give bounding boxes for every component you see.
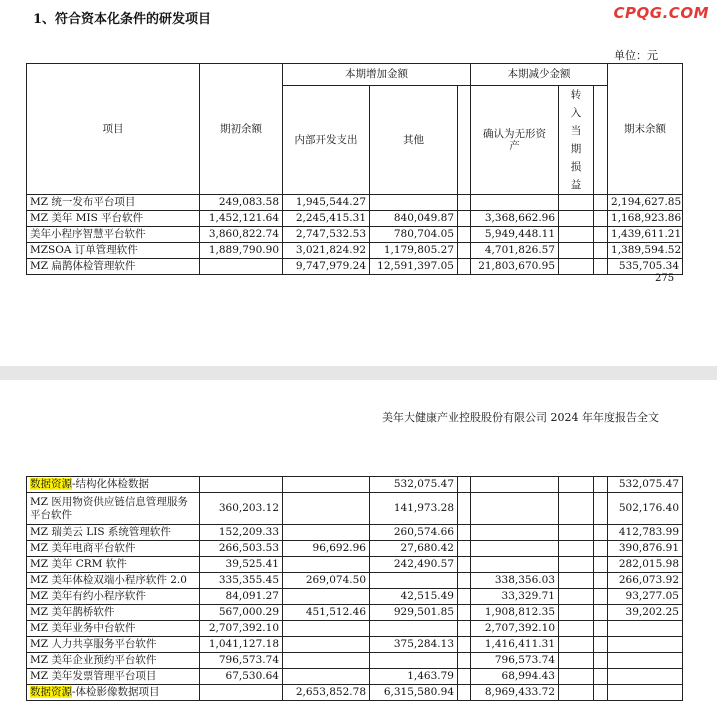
table-row — [27, 685, 683, 701]
recognized-intangible-cell — [471, 557, 559, 573]
blank-cell — [594, 211, 608, 227]
transfer-pl-cell — [559, 589, 594, 605]
header-transfer-pl: 转入当期损益 — [559, 86, 594, 195]
transfer-pl-cell — [559, 621, 594, 637]
opening-balance-cell — [200, 477, 283, 493]
page-number: 275 — [655, 273, 675, 284]
recognized-intangible-cell: 8,969,433.72 — [471, 685, 559, 701]
other-cell: 27,680.42 — [370, 541, 458, 557]
internal-dev-cell — [283, 621, 370, 637]
table-row — [27, 637, 683, 653]
project-name-text: MZ 美年 MIS 平台软件 — [30, 212, 144, 225]
other-cell: 260,574.66 — [370, 525, 458, 541]
recognized-intangible-cell: 796,573.74 — [471, 653, 559, 669]
recognized-intangible-cell: 5,949,448.11 — [471, 227, 559, 243]
blank-cell — [594, 243, 608, 259]
table-row — [27, 243, 683, 259]
recognized-intangible-cell: 21,803,670.95 — [471, 259, 559, 275]
project-name-text: MZ 美年鹊桥软件 — [30, 606, 115, 619]
blank-cell — [594, 637, 608, 653]
internal-dev-cell: 1,945,544.27 — [283, 195, 370, 211]
project-name-text: MZ 扁鹊体检管理软件 — [30, 260, 136, 273]
recognized-intangible-cell — [471, 541, 559, 557]
project-name-text: MZ 美年 CRM 软件 — [30, 558, 127, 571]
site-logo: CPQG.COM — [613, 4, 709, 22]
other-cell: 780,704.05 — [370, 227, 458, 243]
opening-balance-cell: 2,707,392.10 — [200, 621, 283, 637]
highlighted-term: 数据资源 — [30, 478, 72, 491]
project-name-text: MZ 瑞美云 LIS 系统管理软件 — [30, 526, 171, 539]
closing-balance-cell: 1,389,594.52 — [608, 243, 683, 259]
blank-cell — [458, 621, 471, 637]
table-row — [27, 195, 683, 211]
project-name-text: 美年小程序智慧平台软件 — [30, 228, 146, 241]
opening-balance-cell: 335,355.45 — [200, 573, 283, 589]
closing-balance-cell: 266,073.92 — [608, 573, 683, 589]
transfer-pl-cell — [559, 541, 594, 557]
header-increase-group: 本期增加金额 — [283, 64, 471, 86]
project-name-text: MZ 美年有约小程序软件 — [30, 590, 146, 603]
transfer-pl-cell — [559, 557, 594, 573]
internal-dev-cell: 2,747,532.53 — [283, 227, 370, 243]
internal-dev-cell: 9,747,979.24 — [283, 259, 370, 275]
closing-balance-cell: 39,202.25 — [608, 605, 683, 621]
section-title: 1、符合资本化条件的研发项目 — [33, 12, 212, 27]
project-name-text: MZ 人力共享服务平台软件 — [30, 638, 157, 651]
other-cell — [370, 195, 458, 211]
transfer-pl-cell — [559, 605, 594, 621]
project-name — [27, 637, 200, 653]
transfer-pl-cell — [559, 227, 594, 243]
table-row — [27, 259, 683, 275]
other-cell — [370, 653, 458, 669]
opening-balance-cell: 84,091.27 — [200, 589, 283, 605]
recognized-intangible-cell: 68,994.43 — [471, 669, 559, 685]
blank-cell — [458, 211, 471, 227]
header-decrease-group: 本期减少金额 — [471, 64, 608, 86]
other-cell: 42,515.49 — [370, 589, 458, 605]
header-project: 项目 — [27, 64, 200, 195]
blank-cell — [458, 685, 471, 701]
blank-cell — [594, 589, 608, 605]
transfer-pl-cell — [559, 637, 594, 653]
internal-dev-cell — [283, 557, 370, 573]
blank-cell — [458, 605, 471, 621]
project-name — [27, 685, 200, 701]
other-cell: 242,490.57 — [370, 557, 458, 573]
blank-cell — [458, 243, 471, 259]
rd-projects-table-part1 — [26, 63, 683, 275]
blank-cell — [458, 589, 471, 605]
opening-balance-cell: 152,209.33 — [200, 525, 283, 541]
internal-dev-cell — [283, 669, 370, 685]
transfer-pl-cell — [559, 669, 594, 685]
table-row — [27, 541, 683, 557]
table-row — [27, 525, 683, 541]
project-name — [27, 243, 200, 259]
blank-cell — [594, 653, 608, 669]
blank-cell — [594, 573, 608, 589]
blank-cell — [458, 525, 471, 541]
project-name-text: MZ 医用物资供应链信息管理服务平台软件 — [30, 496, 188, 521]
header-internal-dev: 内部开发支出 — [283, 86, 370, 195]
transfer-pl-cell — [559, 243, 594, 259]
closing-balance-cell: 1,439,611.21 — [608, 227, 683, 243]
blank-cell — [458, 259, 471, 275]
other-cell: 532,075.47 — [370, 477, 458, 493]
internal-dev-cell — [283, 637, 370, 653]
internal-dev-cell — [283, 493, 370, 525]
project-name-text: MZ 美年发票管理平台项目 — [30, 670, 157, 683]
opening-balance-cell: 266,503.53 — [200, 541, 283, 557]
recognized-intangible-cell: 4,701,826.57 — [471, 243, 559, 259]
table-row — [27, 621, 683, 637]
closing-balance-cell: 2,194,627.85 — [608, 195, 683, 211]
table-row — [27, 477, 683, 493]
project-name — [27, 605, 200, 621]
project-name — [27, 211, 200, 227]
project-name — [27, 525, 200, 541]
blank-cell — [458, 557, 471, 573]
transfer-pl-cell — [559, 211, 594, 227]
recognized-intangible-cell — [471, 493, 559, 525]
project-name — [27, 669, 200, 685]
blank-cell — [458, 637, 471, 653]
header-opening-balance: 期初余额 — [200, 64, 283, 195]
other-cell — [370, 621, 458, 637]
page-divider — [0, 366, 717, 380]
project-name-text: -结构化体检数据 — [72, 478, 150, 491]
table-row — [27, 493, 683, 525]
opening-balance-cell: 567,000.29 — [200, 605, 283, 621]
project-name — [27, 493, 200, 525]
internal-dev-cell: 3,021,824.92 — [283, 243, 370, 259]
closing-balance-cell — [608, 653, 683, 669]
blank-cell — [458, 195, 471, 211]
blank-cell — [594, 493, 608, 525]
blank-cell — [594, 195, 608, 211]
project-name — [27, 653, 200, 669]
transfer-pl-cell — [559, 259, 594, 275]
project-name-text: -体检影像数据项目 — [72, 686, 160, 699]
closing-balance-cell — [608, 685, 683, 701]
highlighted-term: 数据资源 — [30, 686, 72, 699]
transfer-pl-cell — [559, 685, 594, 701]
other-cell: 12,591,397.05 — [370, 259, 458, 275]
internal-dev-cell: 96,692.96 — [283, 541, 370, 557]
blank-cell — [594, 477, 608, 493]
blank-cell — [458, 669, 471, 685]
closing-balance-cell: 1,168,923.86 — [608, 211, 683, 227]
header-blank-2 — [594, 86, 608, 195]
blank-cell — [594, 541, 608, 557]
blank-cell — [594, 557, 608, 573]
report-page-lower — [0, 380, 717, 720]
blank-cell — [594, 621, 608, 637]
project-name — [27, 573, 200, 589]
closing-balance-cell — [608, 621, 683, 637]
project-name — [27, 557, 200, 573]
blank-cell — [458, 227, 471, 243]
opening-balance-cell — [200, 259, 283, 275]
other-cell: 141,973.28 — [370, 493, 458, 525]
internal-dev-cell: 2,653,852.78 — [283, 685, 370, 701]
unit-label: 单位：元 — [614, 49, 658, 62]
table-row — [27, 653, 683, 669]
internal-dev-cell: 269,074.50 — [283, 573, 370, 589]
opening-balance-cell: 1,452,121.64 — [200, 211, 283, 227]
project-name-text: MZ 统一发布平台项目 — [30, 196, 136, 209]
blank-cell — [594, 605, 608, 621]
opening-balance-cell: 1,889,790.90 — [200, 243, 283, 259]
header-other: 其他 — [370, 86, 458, 195]
project-name — [27, 259, 200, 275]
project-name-text: MZSOA 订单管理软件 — [30, 244, 138, 257]
recognized-intangible-cell: 2,707,392.10 — [471, 621, 559, 637]
closing-balance-cell: 282,015.98 — [608, 557, 683, 573]
project-name-text: MZ 美年体检双端小程序软件 2.0 — [30, 574, 187, 587]
table-row — [27, 211, 683, 227]
recognized-intangible-cell — [471, 477, 559, 493]
recognized-intangible-cell: 338,356.03 — [471, 573, 559, 589]
blank-cell — [458, 477, 471, 493]
table-row — [27, 557, 683, 573]
blank-cell — [594, 525, 608, 541]
opening-balance-cell: 67,530.64 — [200, 669, 283, 685]
opening-balance-cell: 360,203.12 — [200, 493, 283, 525]
recognized-intangible-cell: 1,908,812.35 — [471, 605, 559, 621]
closing-balance-cell: 93,277.05 — [608, 589, 683, 605]
blank-cell — [594, 685, 608, 701]
transfer-pl-cell — [559, 477, 594, 493]
recognized-intangible-cell: 3,368,662.96 — [471, 211, 559, 227]
blank-cell — [458, 653, 471, 669]
blank-cell — [594, 259, 608, 275]
rd-projects-table-part2 — [26, 476, 683, 701]
opening-balance-cell: 249,083.58 — [200, 195, 283, 211]
header-closing-balance: 期末余额 — [608, 64, 683, 195]
recognized-intangible-cell: 33,329.71 — [471, 589, 559, 605]
table-row — [27, 589, 683, 605]
other-cell — [370, 573, 458, 589]
table-row — [27, 669, 683, 685]
table-row — [27, 573, 683, 589]
closing-balance-cell — [608, 669, 683, 685]
closing-balance-cell: 390,876.91 — [608, 541, 683, 557]
closing-balance-cell: 532,075.47 — [608, 477, 683, 493]
internal-dev-cell — [283, 525, 370, 541]
blank-cell — [458, 493, 471, 525]
other-cell: 375,284.13 — [370, 637, 458, 653]
blank-cell — [594, 669, 608, 685]
internal-dev-cell — [283, 589, 370, 605]
other-cell: 1,179,805.27 — [370, 243, 458, 259]
closing-balance-cell: 502,176.40 — [608, 493, 683, 525]
other-cell: 929,501.85 — [370, 605, 458, 621]
closing-balance-cell: 412,783.99 — [608, 525, 683, 541]
recognized-intangible-cell — [471, 525, 559, 541]
transfer-pl-cell — [559, 653, 594, 669]
other-cell: 1,463.79 — [370, 669, 458, 685]
project-name-text: MZ 美年电商平台软件 — [30, 542, 136, 555]
project-name — [27, 621, 200, 637]
recognized-intangible-cell — [471, 195, 559, 211]
opening-balance-cell: 1,041,127.18 — [200, 637, 283, 653]
blank-cell — [458, 573, 471, 589]
internal-dev-cell — [283, 477, 370, 493]
closing-balance-cell: 535,705.34 — [608, 259, 683, 275]
opening-balance-cell: 3,860,822.74 — [200, 227, 283, 243]
blank-cell — [458, 541, 471, 557]
project-name — [27, 477, 200, 493]
other-cell: 6,315,580.94 — [370, 685, 458, 701]
project-name — [27, 227, 200, 243]
header-blank-1 — [458, 86, 471, 195]
project-name — [27, 589, 200, 605]
project-name — [27, 195, 200, 211]
blank-cell — [594, 227, 608, 243]
project-name-text: MZ 美年业务中台软件 — [30, 622, 136, 635]
internal-dev-cell — [283, 653, 370, 669]
opening-balance-cell: 39,525.41 — [200, 557, 283, 573]
transfer-pl-cell — [559, 525, 594, 541]
report-header: 美年大健康产业控股股份有限公司 2024 年年度报告全文 — [382, 411, 659, 424]
header-recognized-intangible: 确认为无形资产 — [471, 86, 559, 195]
transfer-pl-cell — [559, 573, 594, 589]
internal-dev-cell: 451,512.46 — [283, 605, 370, 621]
closing-balance-cell — [608, 637, 683, 653]
table-row — [27, 227, 683, 243]
project-name — [27, 541, 200, 557]
project-name-text: MZ 美年企业预约平台软件 — [30, 654, 157, 667]
opening-balance-cell: 796,573.74 — [200, 653, 283, 669]
transfer-pl-cell — [559, 493, 594, 525]
recognized-intangible-cell: 1,416,411.31 — [471, 637, 559, 653]
table-row — [27, 605, 683, 621]
transfer-pl-cell — [559, 195, 594, 211]
internal-dev-cell: 2,245,415.31 — [283, 211, 370, 227]
other-cell: 840,049.87 — [370, 211, 458, 227]
opening-balance-cell — [200, 685, 283, 701]
